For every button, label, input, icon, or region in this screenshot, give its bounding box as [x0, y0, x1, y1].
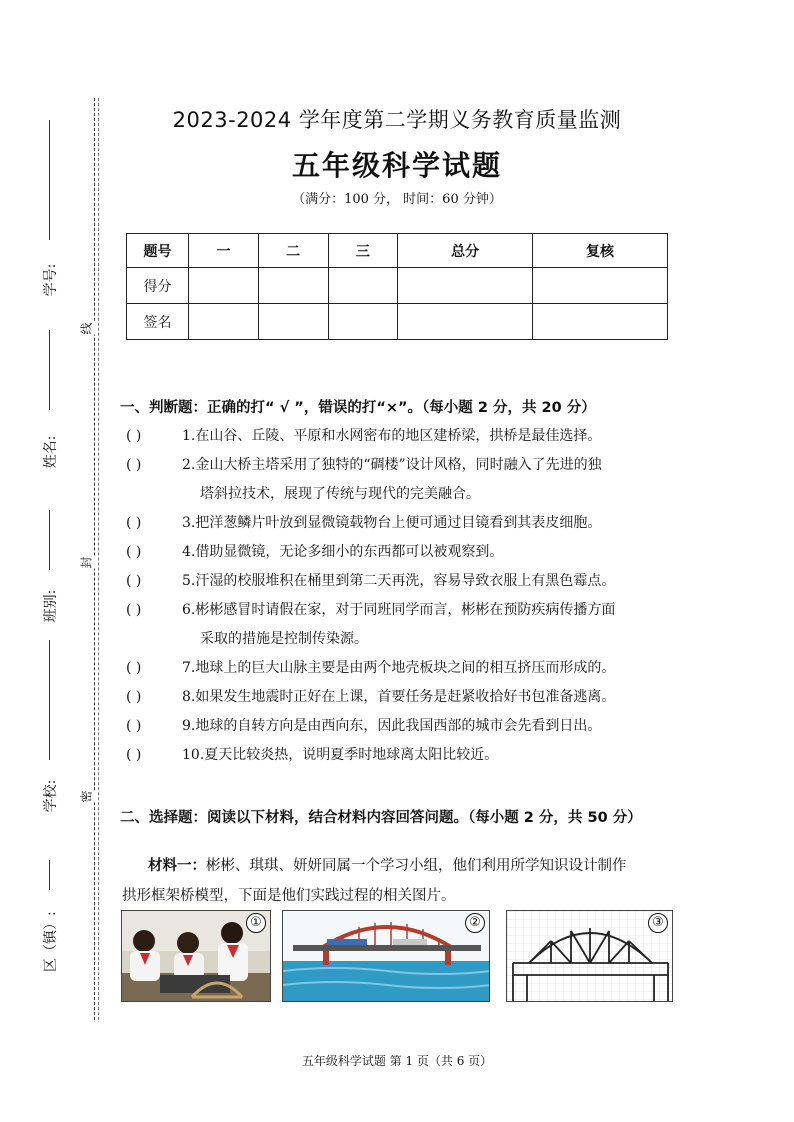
answer-blank[interactable]: ( )	[126, 718, 142, 734]
signature-cell[interactable]	[398, 304, 533, 340]
question-5: ( ) 5.汗湿的校服堆积在桶里到第二天再洗，容易导致衣服上有黑色霉点。	[126, 573, 616, 589]
answer-blank[interactable]: ( )	[126, 747, 142, 763]
picture-number: ①	[246, 913, 266, 933]
signature-cell[interactable]	[533, 304, 668, 340]
material-1-line1: 材料一：彬彬、琪琪、妍妍同属一个学习小组，他们利用所学知识设计制作	[148, 858, 627, 874]
margin-mark-mi: 密	[76, 790, 97, 802]
score-table-header: 三	[328, 234, 398, 268]
score-table-header-row	[127, 234, 668, 268]
question-10: ( ) 10.夏天比较炎热，说明夏季时地球离太阳比较近。	[126, 747, 499, 763]
signature-cell[interactable]	[189, 304, 259, 340]
exam-info: （满分：100 分， 时间：60 分钟）	[292, 192, 502, 207]
question-3: ( ) 3.把洋葱鳞片叶放到显微镜载物台上便可通过目镜看到其表皮细胞。	[126, 515, 602, 531]
margin-mark-feng: 封	[76, 556, 97, 568]
picture-arch-bridge	[282, 910, 490, 1002]
question-8: ( ) 8.如果发生地震时正好在上课，首要任务是赶紧收拾好书包准备逃离。	[126, 689, 616, 705]
page-footer: 五年级科学试题 第 1 页（共 6 页）	[301, 1054, 493, 1068]
score-table-header: 二	[258, 234, 328, 268]
answer-blank[interactable]: ( )	[126, 602, 142, 618]
question-1: ( ) 1.在山谷、丘陵、平原和水网密布的地区建桥梁，拱桥是最佳选择。	[126, 428, 602, 444]
score-table-header: 复核	[533, 234, 668, 268]
section1-title: 一、判断题：正确的打“ √ ”，错误的打“×”。（每小题 2 分，共 20 分）	[120, 400, 596, 416]
picture-number: ②	[465, 913, 485, 933]
exam-title: 2023-2024 学年度第二学期义务教育质量监测	[172, 108, 622, 132]
score-cell[interactable]	[258, 268, 328, 304]
question-6: ( ) 6.彬彬感冒时请假在家，对于同班同学而言，彬彬在预防疾病传播方面	[126, 602, 616, 618]
material-1-line2: 拱形框架桥模型，下面是他们实践过程的相关图片。	[122, 888, 456, 904]
question-2: ( ) 2.金山大桥主塔采用了独特的“碉楼”设计风格，同时融入了先进的独	[126, 457, 602, 473]
binding-dashed-line-inner	[98, 98, 99, 1020]
answer-blank[interactable]: ( )	[126, 660, 142, 676]
answer-blank[interactable]: ( )	[126, 457, 142, 473]
score-cell[interactable]	[189, 268, 259, 304]
score-row-label: 签名	[127, 304, 189, 340]
question-4: ( ) 4.借助显微镜，无论多细小的东西都可以被观察到。	[126, 544, 504, 560]
score-table	[126, 233, 668, 340]
score-table-row	[127, 304, 668, 340]
picture-frame-bridge-drawing	[506, 910, 673, 1002]
answer-blank[interactable]: ( )	[126, 428, 142, 444]
answer-blank[interactable]: ( )	[126, 515, 142, 531]
answer-blank[interactable]: ( )	[126, 544, 142, 560]
exam-subject-title: 五年级科学试题	[291, 149, 502, 182]
question-9: ( ) 9.地球的自转方向是由西向东，因此我国西部的城市会先看到日出。	[126, 718, 602, 734]
score-row-label: 得分	[127, 268, 189, 304]
score-table-header: 题号	[127, 234, 189, 268]
signature-cell[interactable]	[258, 304, 328, 340]
score-table-row	[127, 268, 668, 304]
answer-blank[interactable]: ( )	[126, 689, 142, 705]
score-cell[interactable]	[398, 268, 533, 304]
picture-students-building-model	[121, 910, 271, 1002]
score-cell[interactable]	[328, 268, 398, 304]
picture-number: ③	[648, 913, 668, 933]
question-7: ( ) 7.地球上的巨大山脉主要是由两个地壳板块之间的相互挤压而形成的。	[126, 660, 616, 676]
score-table-header: 一	[189, 234, 259, 268]
answer-blank[interactable]: ( )	[126, 573, 142, 589]
question-6-continuation: 采取的措施是控制传染源。	[200, 631, 368, 647]
score-cell[interactable]	[533, 268, 668, 304]
question-2-continuation: 塔斜拉技术，展现了传统与现代的完美融合。	[200, 486, 480, 502]
section2-title: 二、选择题：阅读以下材料，结合材料内容回答问题。（每小题 2 分，共 50 分）	[120, 810, 642, 826]
margin-mark-xian: 线	[76, 322, 97, 334]
signature-cell[interactable]	[328, 304, 398, 340]
score-table-header: 总分	[398, 234, 533, 268]
